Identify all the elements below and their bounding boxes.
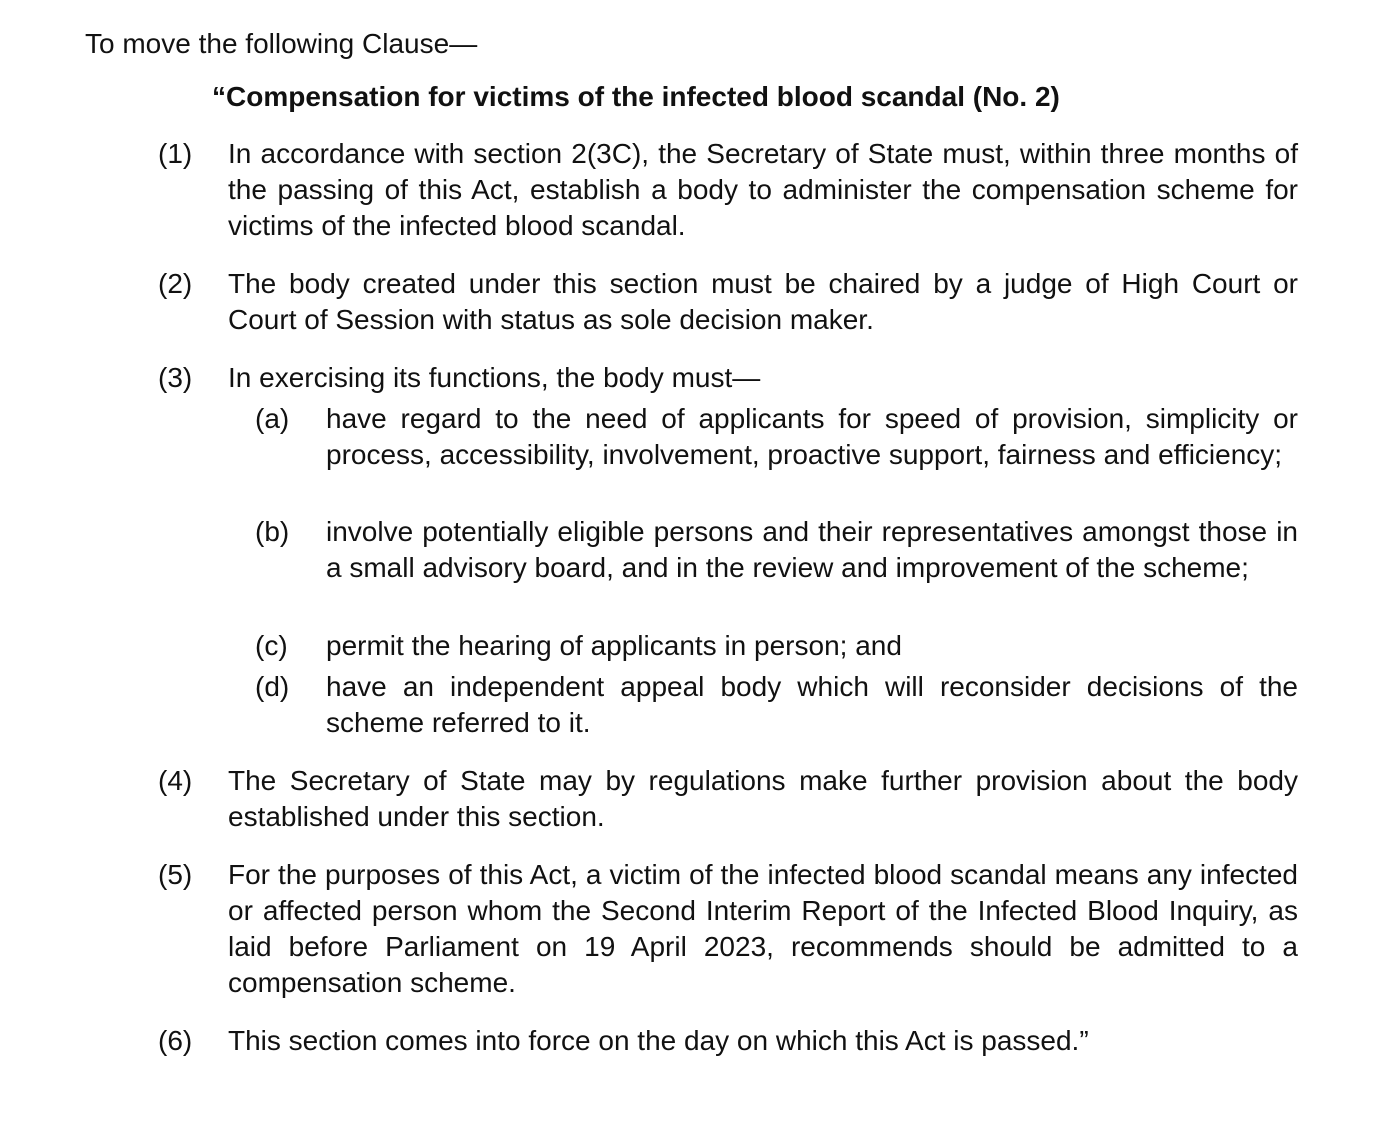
paragraph-number: (a) bbox=[255, 403, 290, 434]
subsection-4 bbox=[158, 763, 1298, 835]
subsection-text: For the purposes of this Act, a victim of the infected blood scandal means any infected or affected person whom the Second Interim Report of the Infected Blood Inquiry, as laid before Parliament on 19 April 2023, recommends should be admitted to a compensation scheme. bbox=[228, 859, 1298, 998]
subsection-number: (5) bbox=[158, 859, 193, 890]
paragraph-number: (b) bbox=[255, 516, 290, 547]
subsection-number: (2) bbox=[158, 268, 193, 299]
subsection-text: This section comes into force on the day on which this Act is passed.” bbox=[228, 1025, 1089, 1056]
paragraph-c bbox=[255, 628, 1298, 664]
subsection-number: (6) bbox=[158, 1025, 193, 1056]
paragraph-number: (d) bbox=[255, 671, 290, 702]
subsection-number: (3) bbox=[158, 362, 193, 393]
subsection-text: In exercising its functions, the body must— bbox=[228, 362, 761, 393]
subsection-5 bbox=[158, 857, 1298, 1001]
paragraph-d bbox=[255, 669, 1298, 741]
paragraph-text: involve potentially eligible persons and their representatives amongst those in a small advisory board, and in the review and improvement of the scheme; bbox=[326, 516, 1298, 583]
subsection-2 bbox=[158, 266, 1298, 338]
subsection-3 bbox=[158, 360, 1298, 396]
clause-title: “Compensation for victims of the infected blood scandal (No. 2) bbox=[212, 81, 1060, 112]
subsection-number: (4) bbox=[158, 765, 193, 796]
paragraph-a bbox=[255, 401, 1298, 473]
subsection-text: In accordance with section 2(3C), the Secretary of State must, within three months of the passing of this Act, establish a body to administer the compensation scheme for victims of the infected blood scandal. bbox=[228, 138, 1298, 241]
paragraph-text: have an independent appeal body which will reconsider decisions of the scheme referred to it. bbox=[326, 671, 1298, 738]
intro-line: To move the following Clause— bbox=[85, 28, 478, 59]
paragraph-b bbox=[255, 514, 1298, 586]
subsection-text: The body created under this section must be chaired by a judge of High Court or Court of Session with status as sole decision maker. bbox=[228, 268, 1298, 335]
subsection-text: The Secretary of State may by regulations make further provision about the body established under this section. bbox=[228, 765, 1298, 832]
subsection-6 bbox=[158, 1023, 1298, 1059]
paragraph-text: permit the hearing of applicants in person; and bbox=[326, 630, 902, 661]
subsection-number: (1) bbox=[158, 138, 193, 169]
paragraph-number: (c) bbox=[255, 630, 288, 661]
paragraph-text: have regard to the need of applicants for speed of provision, simplicity or process, accessibility, involvement, proactive support, fairness and efficiency; bbox=[326, 403, 1298, 470]
subsection-1 bbox=[158, 136, 1298, 244]
